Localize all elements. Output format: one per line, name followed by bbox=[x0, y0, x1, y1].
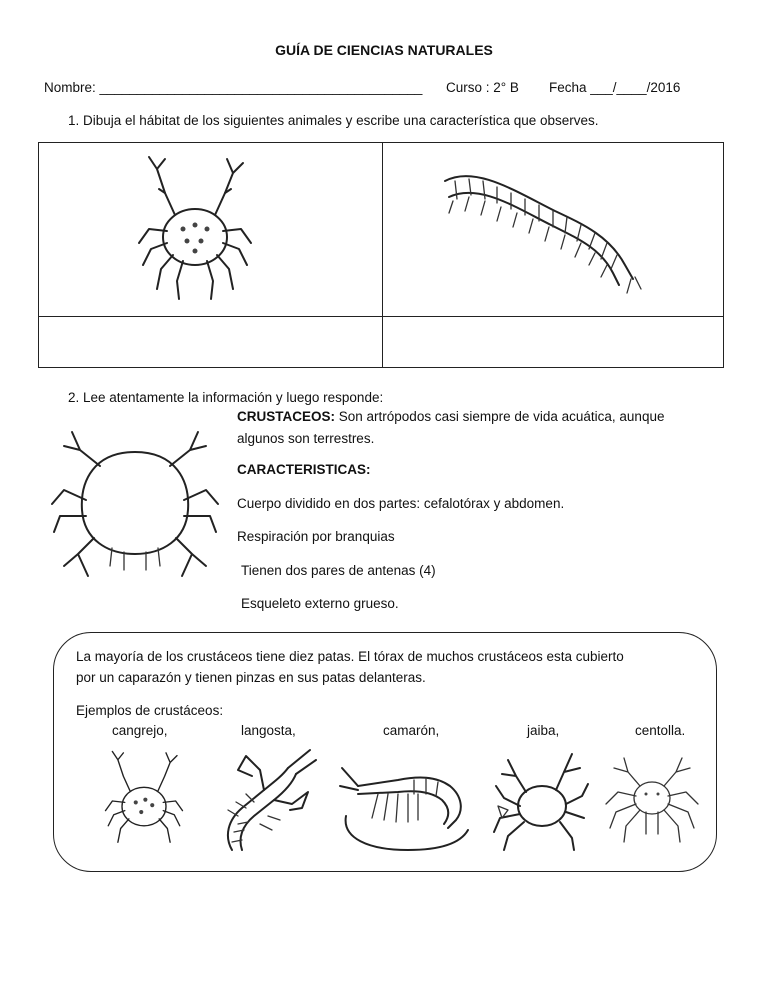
characteristic-item: Tienen dos pares de antenas (4) bbox=[241, 563, 436, 578]
habitat-cell-crab[interactable] bbox=[39, 143, 383, 317]
camaron-icon bbox=[338, 746, 478, 856]
examples-label: Ejemplos de crustáceos: bbox=[76, 703, 224, 718]
characteristic-item: Esqueleto externo grueso. bbox=[241, 596, 399, 611]
habitat-cell-centipede[interactable] bbox=[383, 143, 723, 317]
example-label-camaron: camarón, bbox=[383, 723, 440, 738]
example-label-cangrejo: cangrejo, bbox=[112, 723, 168, 738]
characteristic-item: Respiración por branquias bbox=[237, 529, 395, 544]
question-1-text: 1. Dibuja el hábitat de los siguientes animales y escribe una característica que observes. bbox=[68, 113, 599, 128]
centolla-icon bbox=[602, 746, 702, 856]
example-label-centolla: centolla. bbox=[635, 723, 686, 738]
centipede-icon bbox=[435, 161, 655, 301]
crustaceos-heading: CRUSTACEOS: bbox=[237, 409, 336, 424]
observation-cell-crab[interactable] bbox=[39, 317, 383, 367]
curso-label: Curso : 2° B bbox=[446, 80, 519, 95]
jaiba-icon bbox=[490, 746, 590, 856]
characteristic-item: Cuerpo dividido en dos partes: cefalotórax y abdomen. bbox=[237, 496, 565, 511]
cangrejo-icon bbox=[94, 746, 194, 856]
observation-cell-centipede[interactable] bbox=[383, 317, 723, 367]
info-box-line2: por un caparazón y tienen pinzas en sus patas delanteras. bbox=[76, 670, 426, 685]
caracteristicas-heading: CARACTERISTICAS: bbox=[237, 462, 371, 477]
nombre-field[interactable]: Nombre: ___________________________________________ bbox=[44, 80, 423, 95]
example-label-langosta: langosta, bbox=[241, 723, 296, 738]
info-box-line1: La mayoría de los crustáceos tiene diez patas. El tórax de muchos crustáceos esta cubierto bbox=[76, 649, 624, 664]
langosta-icon bbox=[202, 746, 318, 856]
fecha-field[interactable]: Fecha ___/____/2016 bbox=[549, 80, 681, 95]
habitat-table bbox=[38, 142, 724, 368]
example-label-jaiba: jaiba, bbox=[527, 723, 560, 738]
crab-icon bbox=[135, 149, 255, 309]
crustaceos-definition-text: Son artrópodos casi siempre de vida acuática, aunque bbox=[335, 409, 665, 424]
crustaceos-definition bbox=[237, 409, 664, 424]
crustaceos-definition-line2: algunos son terrestres. bbox=[237, 431, 375, 446]
crustacean-crab-icon bbox=[50, 420, 220, 580]
page-title: GUÍA DE CIENCIAS NATURALES bbox=[275, 42, 493, 58]
question-2-text: 2. Lee atentamente la información y luego responde: bbox=[68, 390, 384, 405]
